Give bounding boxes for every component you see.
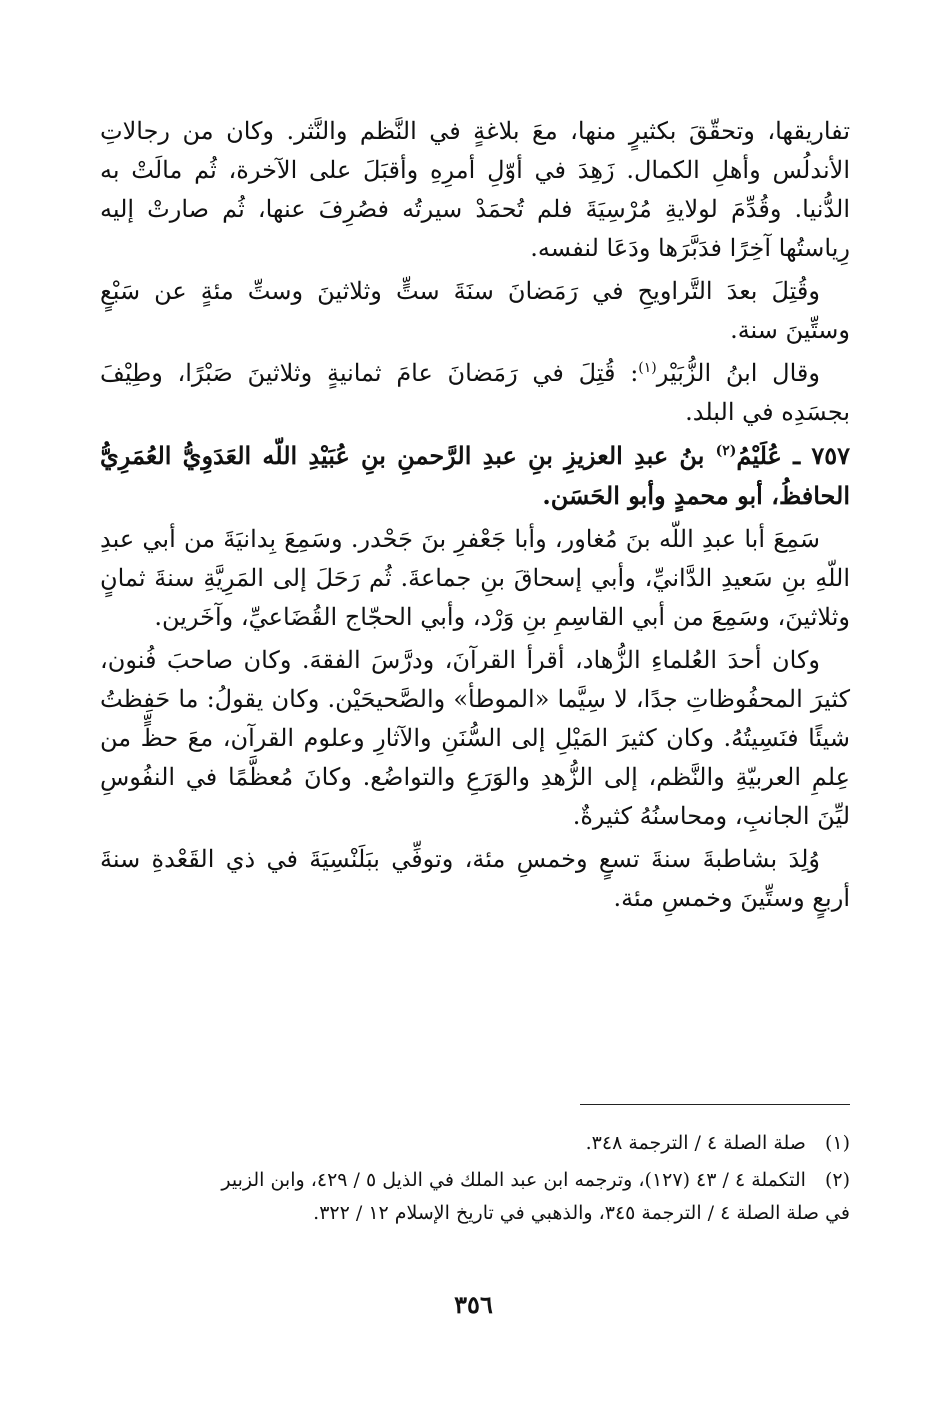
entry-heading bbox=[100, 436, 850, 516]
footnote-1-text: صلة الصلة ٤ / الترجمة ٣٤٨. bbox=[585, 1132, 806, 1154]
footnote-2-text: التكملة ٤ / ٤٣ (١٢٧)، وترجمه ابن عبد الملك في الذيل ٥ / ٤٢٩، وابن الزبير bbox=[221, 1169, 806, 1191]
paragraph-3-end: : قُتِلَ في رَمَضانَ عامَ ثمانيةٍ وثلاثينَ صَبْرًا، وطِيْفَ بجسَدِه في البلد. bbox=[100, 359, 850, 426]
paragraph-3-start: وقال ابنُ الزُّبَيْر bbox=[656, 359, 820, 387]
footnote-1 bbox=[100, 1127, 850, 1160]
paragraph-3 bbox=[100, 354, 850, 432]
footnotes bbox=[100, 1127, 850, 1234]
entry-lineage: بنُ عبدِ العزيزِ بنِ عبدِ الرَّحمنِ بنِ عُبَيْدِ اللّه العَدَوِيُّ العُمَرِيُّ الحافظُ، أبو محمدٍ وأبو الحَسَن. bbox=[100, 441, 850, 510]
entry-name: عُلَيْمُ bbox=[736, 441, 782, 470]
paragraph-6: وُلِدَ بشاطبةَ سنةَ تسعٍ وخمسِ مئة، وتوفِّي ببَلَنْسِيَةَ في ذي القَعْدةِ سنةَ أربعٍ وستِّينَ وخمسِ مئة. bbox=[100, 845, 850, 912]
paragraph-4: سَمِعَ أبا عبدِ اللّه بنَ مُغاور، وأبا جَعْفرِ بنَ جَحْدر. وسَمِعَ بِدانيَةَ من أبي عبدِ اللّهِ بنِ سَعيدِ الدَّانيِّ، وأبي إسحاقَ بنِ جماعةَ. ثُم رَحَلَ إلى المَرِيَّةِ سنةَ ثمانٍ وثلاثينَ، وسَمِعَ من أبي القاسِمِ بنِ وَرْد، وأبي الحجّاج القُضَاعيِّ، وآخَرين. bbox=[100, 525, 850, 631]
footnote-ref-2[interactable]: (٢) bbox=[715, 443, 737, 459]
entry-number: ٧٥٧ ـ bbox=[781, 441, 850, 470]
footnote-ref-1[interactable]: (١) bbox=[638, 360, 657, 376]
paragraph-2: وقُتِلَ بعدَ التَّراويحِ في رَمَضانَ سنَةَ ستٍّ وثلاثينَ وستِّ مئةٍ عن سَبْعٍ وستِّينَ سنة. bbox=[100, 277, 850, 344]
paragraph-5: وكان أحدَ العُلماءِ الزُّهاد، أقرأ القرآنَ، ودرَّسَ الفقهَ. وكان صاحبَ فُنون، كثيرَ المحفُوظاتِ جدًا، لا سِيَّما «الموطأ» والصَّحيحَيْن. وكان يقولُ: ما حَفِظتُ شيئًا فنَسِيتُهُ. وكان كثيرَ المَيْلِ إلى السُّنَنِ والآثارِ وعلوم القرآن، معَ حظٍّ من عِلمِ العربيّةِ والنَّظم، إلى الزُّهدِ والوَرَعِ والتواضُع. وكانَ مُعظَّمًا في النفُوسِ ليِّنَ الجانبِ، ومحاسنُهُ كثيرةٌ. bbox=[100, 646, 850, 830]
footnote-divider bbox=[580, 1104, 850, 1105]
footnote-2-continuation: في صلة الصلة ٤ / الترجمة ٣٤٥، والذهبي في تاريخ الإسلام ١٢ / ٣٢٢. bbox=[313, 1202, 850, 1224]
paragraph-1: تفاريقها، وتحقّقَ بكثيرٍ منها، معَ بلاغةٍ في النَّظم والنَّثر. وكان من رجالاتِ الأندلُس وأهلِ الكمال. زَهِدَ في أوّلِ أمرِهِ وأقبَلَ على الآخرة، ثُم مالَتْ به الدُّنيا. وقُدِّمَ لولايةِ مُرْسِيَةَ فلم تُحمَدْ سيرتُه فصُرِفَ عنها، ثُم صارتْ إليه رِياستُها آخِرًا فدَبَّرَها ودَعَا لنفسه. bbox=[100, 117, 850, 262]
footnote-2 bbox=[100, 1164, 850, 1230]
footnote-2-number: (٢) bbox=[824, 1169, 850, 1191]
page-number: ٣٥٦ bbox=[454, 1290, 493, 1319]
footnote-1-number: (١) bbox=[824, 1132, 850, 1154]
main-text bbox=[100, 112, 850, 922]
